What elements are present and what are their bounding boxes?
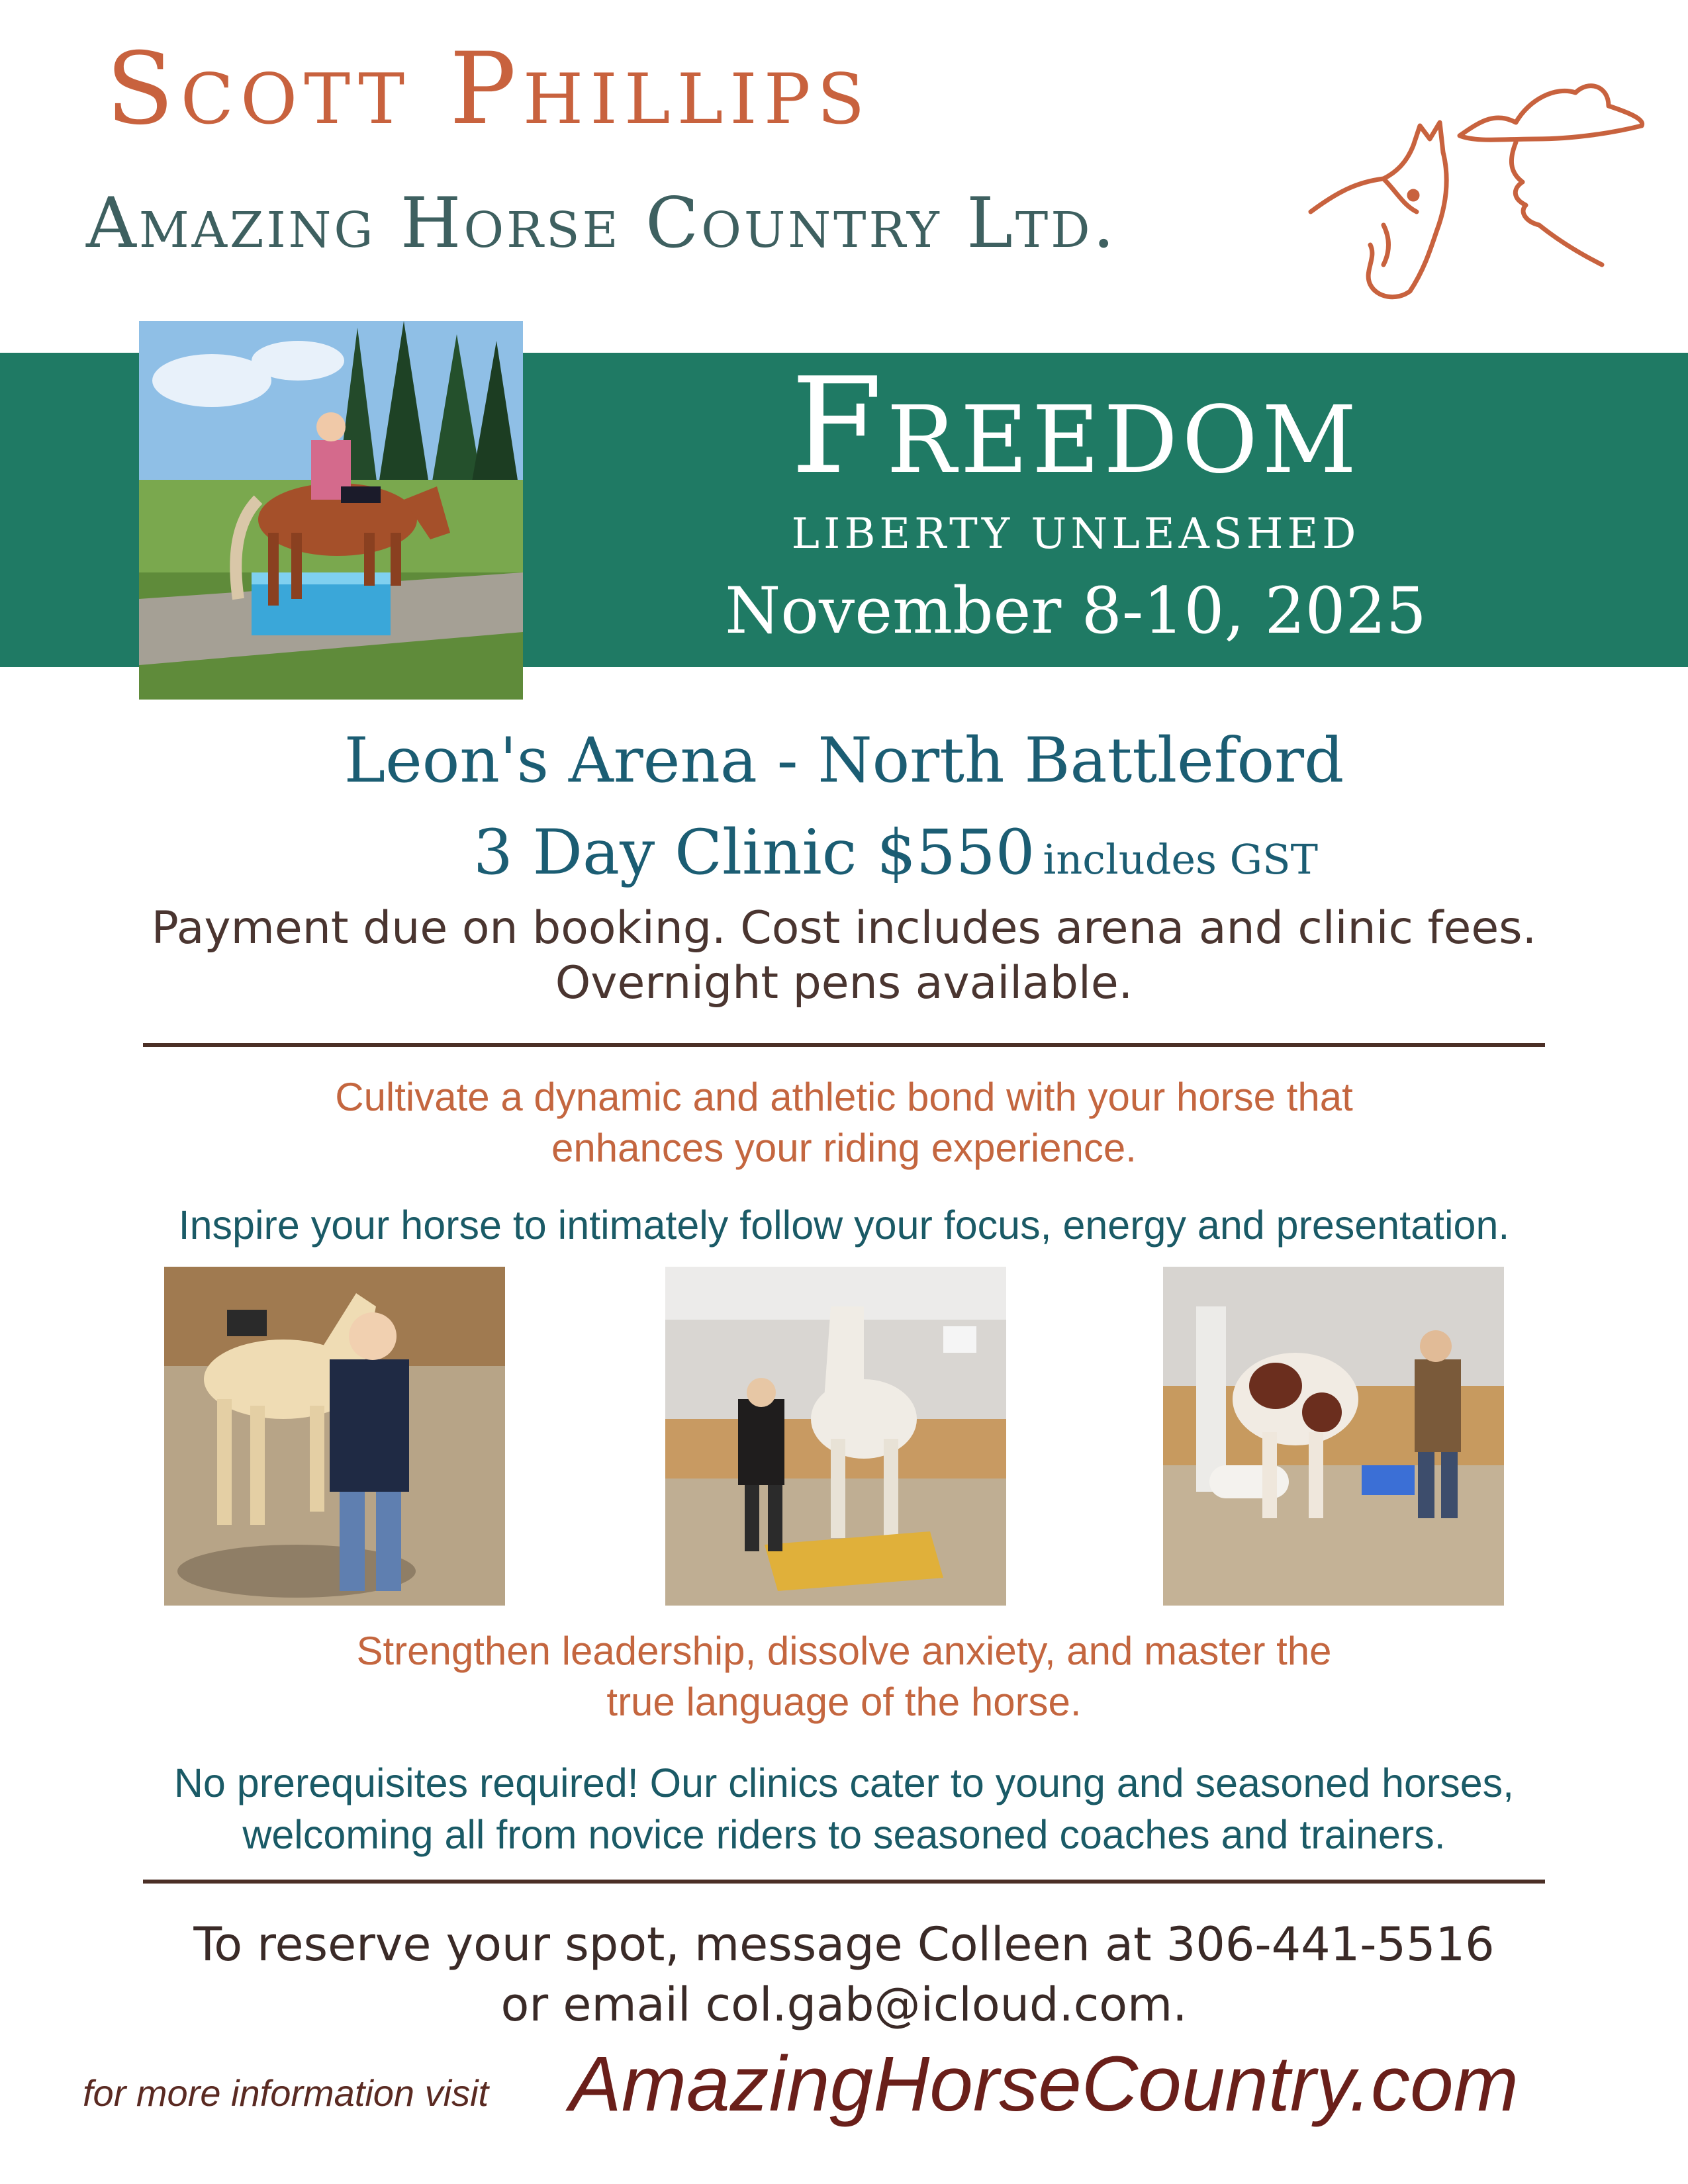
paragraph-inspire: Inspire your horse to intimately follow your focus, energy and presentation. [178, 1203, 1510, 1248]
reservation-line-2: or email col.gab@icloud.com. [500, 1978, 1188, 2032]
horse-cowboy-logo-icon [1297, 40, 1648, 304]
paragraph-leadership [0, 1626, 1688, 1728]
hero-photo-rider-on-horse [139, 321, 523, 700]
payment-line-1: Payment due on booking. Cost includes arena and clinic fees. [151, 902, 1537, 954]
clinic-price: 3 Day Clinic $550 [473, 817, 1035, 889]
brand-name: Scott Phillips [106, 32, 872, 147]
reservation-contact [0, 1915, 1688, 2035]
payment-info [0, 901, 1688, 1011]
tax-note: includes GST [1043, 835, 1318, 884]
paragraph-prerequisites [0, 1757, 1688, 1860]
photo-paint-horse-with-trainer [1163, 1267, 1504, 1606]
paragraph-bond-line-2: enhances your riding experience. [551, 1125, 1137, 1170]
paragraph-bond-line-1: Cultivate a dynamic and athletic bond with your horse that [335, 1075, 1353, 1119]
reservation-line-1: To reserve your spot, message Colleen at 306-441-5516 [193, 1917, 1495, 1972]
paragraph-prerequisites-line-1: No prerequisites required! Our clinics cater to young and seasoned horses, [173, 1760, 1515, 1805]
photo-palomino-with-woman [164, 1267, 505, 1606]
event-title: Freedom [790, 349, 1361, 504]
company-name: Amazing Horse Country Ltd. [86, 183, 1117, 263]
divider-top [143, 1043, 1545, 1047]
divider-bottom [143, 1880, 1545, 1884]
event-date: November 8-10, 2025 [725, 574, 1427, 648]
paragraph-leadership-line-1: Strengthen leadership, dissolve anxiety, and master the [356, 1629, 1332, 1673]
paragraph-bond [0, 1072, 1688, 1174]
photo-white-horse-on-pedestal [665, 1267, 1006, 1606]
event-subtitle: LIBERTY UNLEASHED [791, 510, 1360, 559]
venue-location: Leon's Arena - North Battleford [344, 725, 1344, 797]
paragraph-prerequisites-line-2: welcoming all from novice riders to seasoned coaches and trainers. [242, 1812, 1446, 1858]
footer-visit-text: for more information visit [83, 2072, 489, 2114]
paragraph-leadership-line-2: true language of the horse. [606, 1679, 1082, 1724]
website-link[interactable]: AmazingHorseCountry.com [569, 2040, 1519, 2128]
clinic-price-line [473, 819, 1318, 887]
payment-line-2: Overnight pens available. [555, 956, 1133, 1009]
